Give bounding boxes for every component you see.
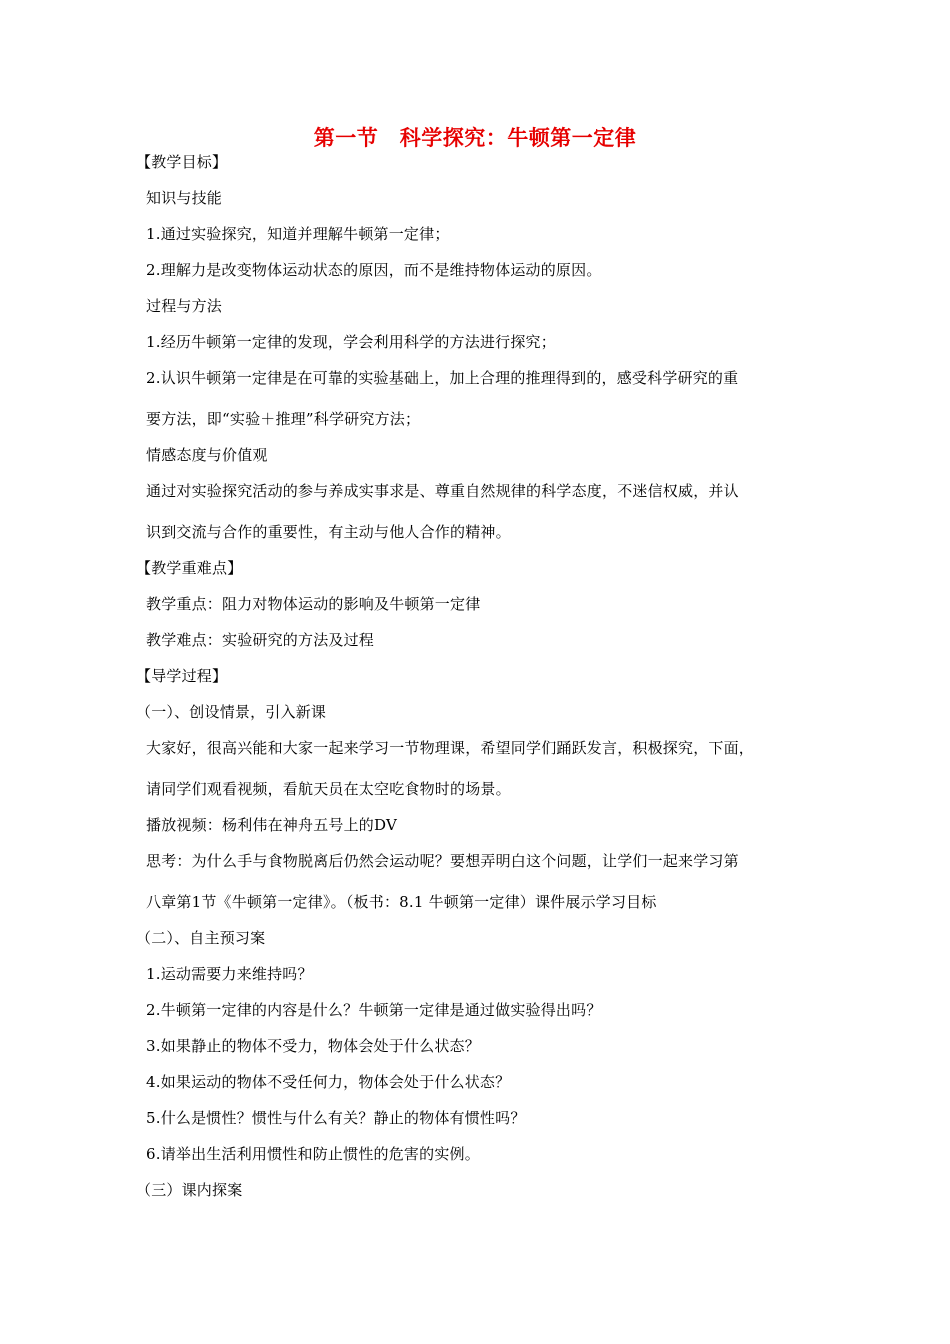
part1-heading: （一）、创设情景，引入新课	[136, 703, 327, 721]
difficulty-point: 教学难点：实验研究的方法及过程	[146, 631, 375, 649]
part2-heading: （二）、自主预习案	[136, 929, 266, 947]
keypoints-heading: 【教学重难点】	[136, 559, 243, 577]
process-heading: 过程与方法	[146, 297, 223, 315]
knowledge-item-1: 1.通过实验探究，知道并理解牛顿第一定律；	[146, 225, 450, 243]
process-item-2-line-1: 2.认识牛顿第一定律是在可靠的实验基础上，加上合理的推理得到的，感受科学研究的重	[146, 369, 739, 387]
process-item-2-line-2: 要方法，即“实验＋推理”科学研究方法；	[146, 410, 421, 428]
part1-video: 播放视频：杨利伟在神舟五号上的DV	[146, 816, 397, 834]
knowledge-item-2: 2.理解力是改变物体运动状态的原因，而不是维持物体运动的原因。	[146, 261, 602, 279]
document-title: 第一节 科学探究：牛顿第一定律	[313, 126, 637, 150]
guide-heading: 【导学过程】	[136, 667, 228, 685]
knowledge-heading: 知识与技能	[146, 189, 223, 207]
question-2: 2.牛顿第一定律的内容是什么？牛顿第一定律是通过做实验得出吗？	[146, 1001, 602, 1019]
part1-think-line-2: 八章第1节《牛顿第一定律》。（板书：8.1 牛顿第一定律）课件展示学习目标	[146, 893, 657, 911]
question-5: 5.什么是惯性？惯性与什么有关？静止的物体有惯性吗？	[146, 1109, 526, 1127]
key-point: 教学重点：阻力对物体运动的影响及牛顿第一定律	[146, 595, 481, 613]
question-1: 1.运动需要力来维持吗？	[146, 965, 313, 983]
question-6: 6.请举出生活利用惯性和防止惯性的危害的实例。	[146, 1145, 480, 1163]
emotion-line-2: 识到交流与合作的重要性，有主动与他人合作的精神。	[146, 523, 511, 541]
part1-line-2: 请同学们观看视频，看航天员在太空吃食物时的场景。	[146, 780, 511, 798]
emotion-heading: 情感态度与价值观	[146, 446, 268, 464]
part1-line-1: 大家好，很高兴能和大家一起来学习一节物理课，希望同学们踊跃发言，积极探究，下面，	[146, 739, 755, 757]
process-item-1: 1.经历牛顿第一定律的发现，学会利用科学的方法进行探究；	[146, 333, 556, 351]
objectives-heading: 【教学目标】	[136, 153, 228, 171]
part1-think-line-1: 思考：为什么手与食物脱离后仍然会运动呢？要想弄明白这个问题，让学们一起来学习第	[146, 852, 739, 870]
question-3: 3.如果静止的物体不受力，物体会处于什么状态？	[146, 1037, 480, 1055]
emotion-line-1: 通过对实验探究活动的参与养成实事求是、尊重自然规律的科学态度，不迷信权威，并认	[146, 482, 739, 500]
part3-heading: （三）课内探案	[136, 1181, 243, 1199]
question-4: 4.如果运动的物体不受任何力，物体会处于什么状态？	[146, 1073, 511, 1091]
